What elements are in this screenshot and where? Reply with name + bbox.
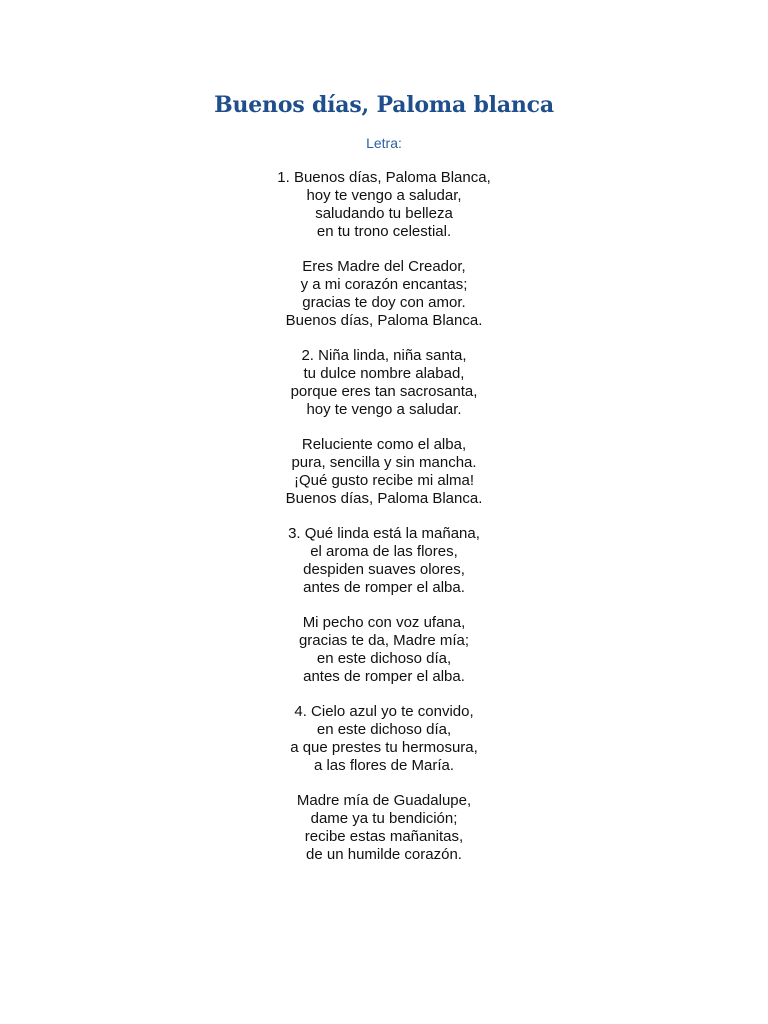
stanza	[0, 703, 768, 775]
lyric-line: gracias te doy con amor.	[302, 294, 466, 311]
stanza	[0, 347, 768, 419]
lyric-line: Buenos días, Paloma Blanca.	[285, 312, 483, 329]
lyric-line: en tu trono celestial.	[316, 223, 452, 240]
lyric-line: y a mi corazón encantas;	[300, 276, 468, 293]
lyric-line: 1. Buenos días, Paloma Blanca,	[277, 169, 491, 186]
lyric-line: 3. Qué linda está la mañana,	[288, 525, 480, 542]
lyrics-label: Letra:	[366, 135, 402, 151]
lyric-line: Eres Madre del Creador,	[302, 258, 466, 275]
lyric-line: de un humilde corazón.	[306, 846, 462, 863]
lyric-line: pura, sencilla y sin mancha.	[291, 454, 477, 471]
lyric-line: ¡Qué gusto recibe mi alma!	[293, 472, 475, 489]
lyric-line: despiden suaves olores,	[303, 561, 465, 578]
lyric-line: hoy te vengo a saludar.	[306, 401, 462, 418]
lyric-line: a que prestes tu hermosura,	[290, 739, 478, 756]
lyric-line: 4. Cielo azul yo te convido,	[294, 703, 474, 720]
lyric-line: dame ya tu bendición;	[310, 810, 458, 827]
page-title: Buenos días, Paloma blanca	[214, 92, 554, 118]
lyric-line: porque eres tan sacrosanta,	[290, 383, 478, 400]
stanza	[0, 792, 768, 864]
lyric-line: tu dulce nombre alabad,	[303, 365, 465, 382]
stanza	[0, 614, 768, 686]
lyric-line: 2. Niña linda, niña santa,	[301, 347, 467, 364]
lyric-line: Madre mía de Guadalupe,	[296, 792, 472, 809]
lyric-line: Mi pecho con voz ufana,	[302, 614, 466, 631]
lyric-line: en este dichoso día,	[316, 721, 452, 738]
stanza	[0, 436, 768, 508]
lyric-line: en este dichoso día,	[316, 650, 452, 667]
stanza	[0, 258, 768, 330]
stanza	[0, 525, 768, 597]
lyric-line: antes de romper el alba.	[303, 579, 465, 596]
stanza	[0, 169, 768, 241]
lyric-line: a las flores de María.	[313, 757, 455, 774]
lyric-line: hoy te vengo a saludar,	[306, 187, 462, 204]
lyric-line: antes de romper el alba.	[303, 668, 465, 685]
lyric-line: Buenos días, Paloma Blanca.	[285, 490, 483, 507]
lyric-line: el aroma de las flores,	[310, 543, 458, 560]
lyric-line: recibe estas mañanitas,	[304, 828, 464, 845]
lyrics-body	[0, 169, 768, 881]
lyric-line: Reluciente como el alba,	[301, 436, 467, 453]
lyric-line: saludando tu belleza	[315, 205, 453, 222]
lyric-line: gracias te da, Madre mía;	[298, 632, 470, 649]
